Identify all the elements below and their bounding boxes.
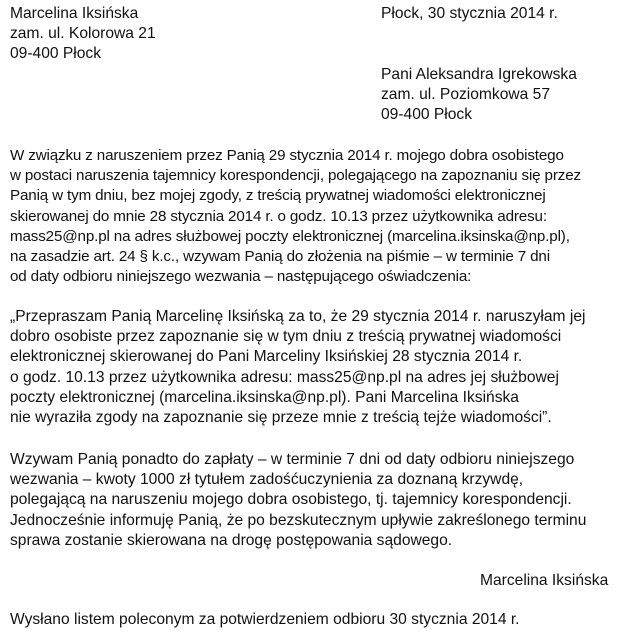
place-date: Płock, 30 stycznia 2014 r.: [381, 5, 558, 22]
sender-name: Marcelina Iksińska: [10, 5, 139, 22]
recipient-street: zam. ul. Poziomkowa 57: [381, 86, 551, 104]
delivery-note: Wysłano listem poleconym za potwierdzeniem odbioru 30 stycznia 2014 r.: [10, 611, 520, 628]
text-line: W związku z naruszeniem przez Panią 29 stycznia 2014 r. mojego dobra osobistego: [10, 147, 564, 164]
text-line: dobro osobiste przez zapoznanie się w tym dniu z treścią prywatnej wiadomości: [10, 328, 562, 346]
text-line: o godz. 10.13 przez użytkownika adresu: mass25@np.pl na adres jej służbowej: [10, 368, 559, 386]
text-line: od daty odbioru niniejszego wezwania – następującego oświadczenia:: [10, 268, 472, 286]
text-line: na zasadzie art. 24 § k.c., wzywam Panią do złożenia na piśmie – w terminie 7 dni: [10, 248, 550, 266]
recipient-city: 09-400 Płock: [381, 106, 473, 124]
demand-paragraph: [10, 146, 581, 287]
text-line: elektronicznej skierowanej do Pani Marceliny Iksińskiej 28 stycznia 2014 r.: [10, 348, 523, 366]
text-line: nie wyraziła zgody na zapoznanie się przeze mnie z treścią tejże wiadomości”.: [10, 409, 552, 427]
sender-address: [10, 4, 156, 65]
text-line: Panią w tym dniu, bez mojej zgody, z treścią prywatnej wiadomości elektronicznej: [10, 187, 546, 205]
recipient-address: [381, 65, 577, 126]
text-line: Jednocześnie informuję Panią, że po bezskutecznym upływie zakreślonego terminu: [10, 511, 587, 529]
apology-statement: [10, 307, 585, 428]
text-line: „Przepraszam Panią Marcelinę Iksińską za to, że 29 stycznia 2014 r. naruszyłam jej: [10, 308, 586, 325]
text-line: w postaci naruszenia tajemnicy korespondencji, polegającego na zapoznaniu się przez: [10, 167, 581, 185]
sender-street: zam. ul. Kolorowa 21: [10, 25, 156, 43]
text-line: polegającą na naruszeniu mojego dobra osobistego, tj. tajemnicy korespondencji.: [10, 491, 572, 509]
text-line: mass25@np.pl na adres służbowej poczty elektronicznej (marcelina.iksinska@np.pl),: [10, 227, 570, 245]
text-line: sprawa zostanie skierowana na drogę postępowania sądowego.: [10, 531, 453, 549]
signature: Marcelina Iksińska: [480, 572, 609, 589]
text-line: skierowanej do mnie 28 stycznia 2014 r. o godz. 10.13 przez użytkownika adresu:: [10, 207, 547, 225]
sender-city: 09-400 Płock: [10, 45, 102, 63]
recipient-name: Pani Aleksandra Igrekowska: [381, 66, 577, 83]
payment-demand-paragraph: [10, 450, 586, 551]
text-line: Wzywam Panią ponadto do zapłaty – w terminie 7 dni od daty odbioru niniejszego: [10, 451, 575, 468]
text-line: wezwania – kwoty 1000 zł tytułem zadośćuczynienia za doznaną krzywdę,: [10, 471, 524, 489]
text-line: poczty elektronicznej (marcelina.iksinska@np.pl). Pani Marcelina Iksińska: [10, 388, 519, 406]
